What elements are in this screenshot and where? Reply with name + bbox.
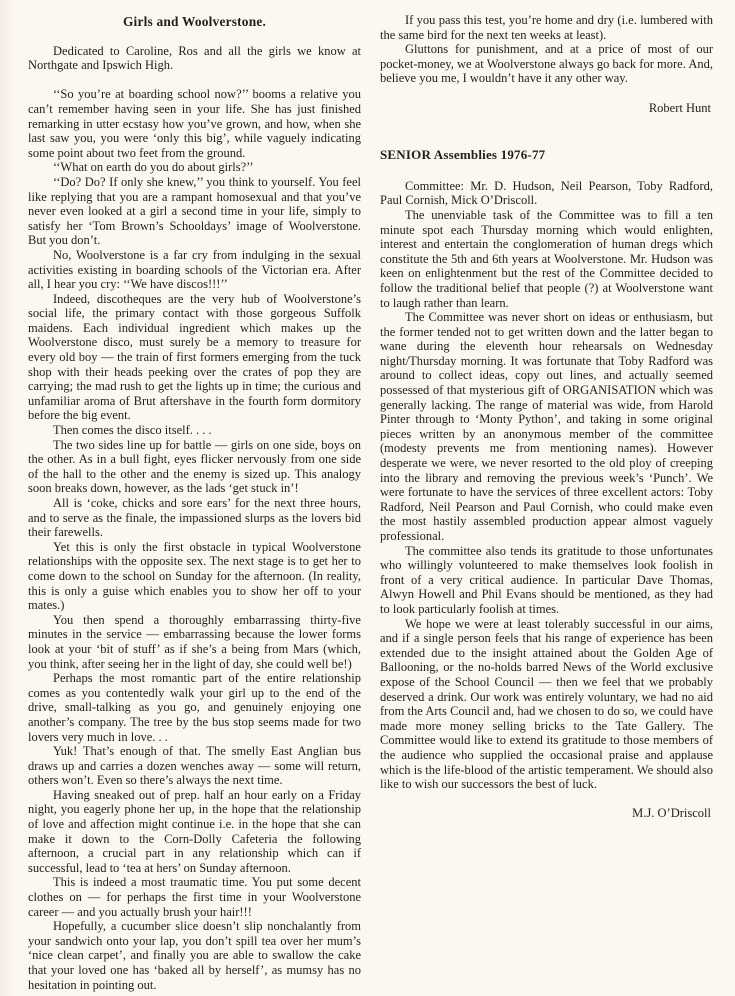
paragraph: We hope we were at least tolerably successful in our aims, and if a single person feels that his range of experience has been extended due to the insight attained about the Golden Age of Ballooning, or the no-holds barred News of the World exclusive expose of the School Council — then we feel that we probably deserved a drink. Our work was entirely voluntary, we had no aid from the Arts Council and, had we chosen to do so, we could have made more money selling bricks to the Tate Gallery. The Committee would like to extend its gratitude to those members of the audience who supplied the occasional praise and applause which is the life-blood of the artistic temperament. We should also like to wish our successors the best of luck. <box>380 616 713 792</box>
paragraph: Perhaps the most romantic part of the entire relationship comes as you contentedly walk your girl up to the end of the drive, small-talking as you go, and genuinely enjoying one another’s company. The tree by the bus stop seems made for two lovers very much in love. . . <box>28 671 361 744</box>
committee-line: Committee: Mr. D. Hudson, Neil Pearson, Toby Radford, Paul Cornish, Mick O’Driscoll. <box>380 178 713 208</box>
paragraph: If you pass this test, you’re home and dry (i.e. lumbered with the same bird for the next ten weeks at least). <box>380 13 713 42</box>
paragraph: The unenviable task of the Committee was to fill a ten minute spot each Thursday morning which would enlighten, interest and entertain the conglomeration of human dregs which constitute the 5th and 6th years at Woolverstone. Mr. Hudson was keen on enlightenment but the rest of the Committee decided to follow the traditional belief that people (?) at Woolverstone want to laugh rather than learn. <box>380 207 713 310</box>
left-column <box>28 13 361 992</box>
article-title: Girls and Woolverstone. <box>122 14 267 29</box>
paragraph: ‘‘What on earth do you do about girls?’’ <box>53 160 254 175</box>
paragraph: Yet this is only the first obstacle in typical Woolverstone relationships with the opposite sex. The next stage is to get her to come down to the school on Sunday for the afternoon. (In reality, this is only a guise which enables you to show her off to your mates.) <box>28 539 361 613</box>
paragraph: The Committee was never short on ideas or enthusiasm, but the former tended not to get written down and the latter began to wane during the eleventh hour rehearsals on Wednesday night/Thursday morning. It was fortunate that Toby Radford was around to collect ideas, copy out lines, and actually seemed possessed of that mysterious gift of ORGANISATION which was generally lacking. The range of material was wide, from Harold Pinter through to ‘Monty Python’, and taking in some original pieces written by an anonymous member of the committee (modesty prevents me from mentioning names). However desperate we were, we never resorted to the old ploy of creeping into the library and removing the previous week’s ‘Punch’. We were fortunate to have the services of three excellent actors: Toby Radford, Neil Pearson and Paul Cornish, who could make even the most hastily assembled production appear almost vaguely professional. <box>380 310 713 543</box>
article-body <box>28 44 361 993</box>
author-signature: Robert Hunt <box>648 100 711 115</box>
section-body <box>380 208 713 792</box>
paragraph: Having sneaked out of prep. half an hour early on a Friday night, you eagerly phone her up, in the hope that the relationship of love and affection might continue i.e. in the hope that she can make it down to the Corn-Dolly Cafeteria the following afternoon, a crucial part in any relationship which can if successful, lead to ‘tea at hers’ on Sunday afternoon. <box>28 787 361 875</box>
paragraph: ‘‘Do? Do? If only she knew,’’ you think to yourself. You feel like replying that you are a rampant homosexual and that you’ve never even looked at a girl a second time in your life, simply to satisfy her ‘Tom Brown’s Schooldays’ image of Woolverstone. But you don’t. <box>28 174 361 248</box>
paragraph: Gluttons for punishment, and at a price of most of our pocket-money, we at Woolverstone always go back for more. And, believe you me, I wouldn’t have it any other way. <box>380 42 713 86</box>
paragraph: The committee also tends its gratitude to those unfortunates who willingly volunteered to make themselves look foolish in front of a very critical audience. In particular Dave Thomas, Alwyn Howell and Phil Evans should be mentioned, as they had to look particularly foolish at times. <box>380 543 713 616</box>
paragraph: Dedicated to Caroline, Ros and all the girls we know at Northgate and Ipswich High. <box>28 43 361 73</box>
section-heading: SENIOR Assemblies 1976-77 <box>380 147 546 163</box>
paragraph: No, Woolverstone is a far cry from indulging in the sexual activities existing in boarding schools of the Victorian era. After all, I hear you cry: ‘‘We have discos!!!’’ <box>28 247 361 292</box>
paragraph: Hopefully, a cucumber slice doesn’t slip nonchalantly from your sandwich onto your lap, you don’t spill tea over her mum’s ‘nice clean carpet’, and finally you are able to swallow the cake that your loved one has ‘baked all by herself’, as mumsy has no hesitation in pointing out. <box>28 919 361 992</box>
paragraph: You then spend a thoroughly embarrassing thirty-five minutes in the service — embarrassing because the lower forms look at your ‘bit of stuff’ as if she’s a being from Mars (which, you think, after seeing her in the light of day, she could well be!) <box>28 612 361 671</box>
paragraph: The two sides line up for battle — girls on one side, boys on the other. As in a bull fight, eyes flicker nervously from one side of the hall to the other and the enemy is sized up. This analogy soon breaks down, however, as the lads ‘get stuck in’! <box>28 437 361 496</box>
paragraph: All is ‘coke, chicks and sore ears’ for the next three hours, and to serve as the finale, the impassioned slurps as the lovers bid their farewells. <box>28 496 361 540</box>
right-column <box>380 13 713 986</box>
article-conclusion <box>380 13 713 86</box>
author-signature: M.J. O’Driscoll <box>632 806 711 821</box>
paragraph: This is indeed a most traumatic time. You put some decent clothes on — for perhaps the first time in your Woolverstone career — and you actually brush your hair!!! <box>28 875 361 919</box>
paragraph: ‘‘So you’re at boarding school now?’’ booms a relative you can’t remember having seen in your life. She has just finished remarking in utter ecstasy how you’ve grown, and how, when she last saw you, you were ‘only this big’, while vaguely indicating some point about two feet from the ground. <box>28 87 361 160</box>
paragraph: Indeed, discotheques are the very hub of Woolverstone’s social life, the primary contact with those gorgeous Suffolk maidens. Each individual ingredient which makes up the Woolverstone disco, must surely be a memory to treasure for every old boy — the train of first formers emerging from the tuck shop with their heads peeking over the crates of pop they are carrying; the mad rush to get the lights up in time; the curious and unfamiliar aroma of Brut aftershave in the fourth form dormitory before the big event. <box>28 291 361 423</box>
paragraph: Then comes the disco itself. . . . <box>53 423 212 438</box>
paragraph: Yuk! That’s enough of that. The smelly East Anglian bus draws up and carries a dozen wenches away — some will return, others won’t. Even so there’s always the next time. <box>28 744 361 788</box>
